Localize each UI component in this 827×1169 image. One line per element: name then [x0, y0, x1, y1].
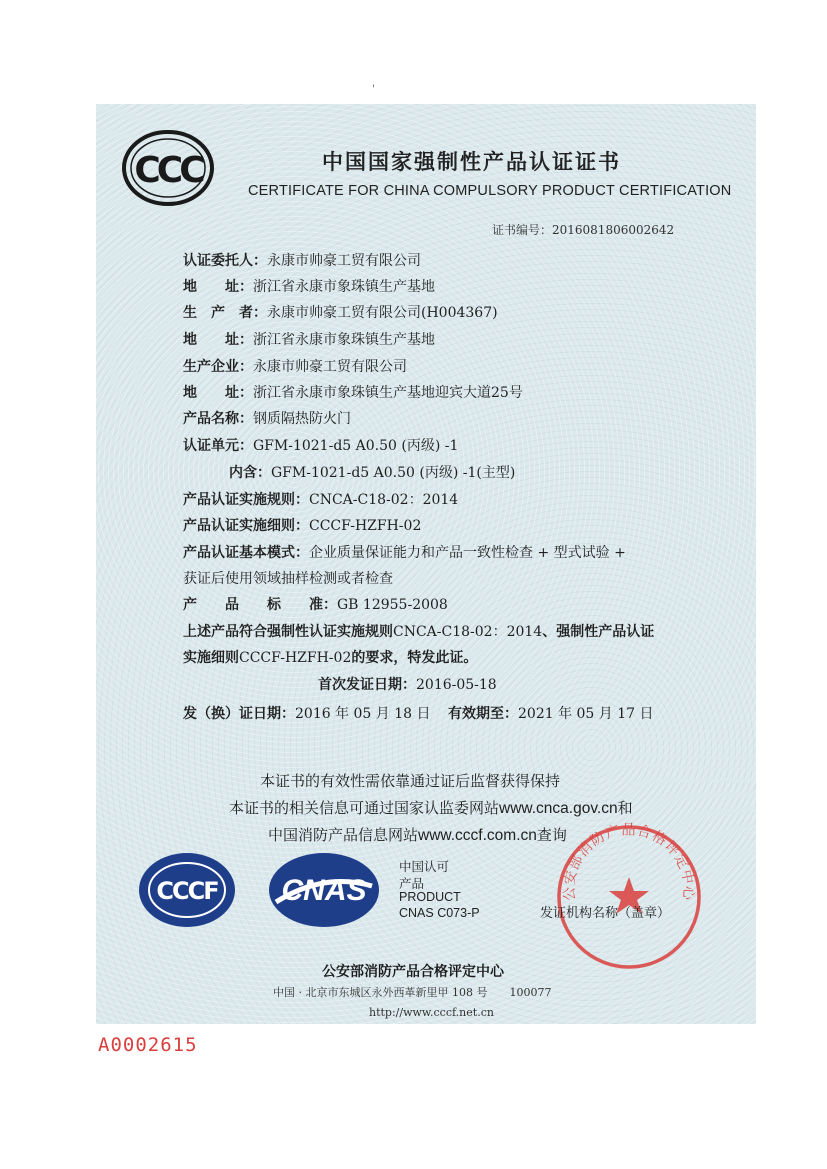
- notice-line-1: 本证书的有效性需依靠通过证后监督获得保持: [260, 772, 561, 790]
- field-applicant-address: 地 址：浙江省永康市象珠镇生产基地: [183, 279, 435, 295]
- field-implementation-rule: 产品认证实施规则：CNCA-C18-02：2014: [183, 492, 459, 508]
- issuing-authority-label: 发证机构名称（盖章）: [540, 906, 671, 921]
- field-product-standard: 产 品 标 准：GB 12955-2008: [183, 597, 448, 613]
- statement-line-2: 实施细则CCCF-HZFH-02的要求，特发此证。: [183, 650, 478, 666]
- center-address: 中国 · 北京市东城区永外西革新里甲 108 号 100077: [273, 986, 552, 999]
- field-certification-mode: 产品认证基本模式：企业质量保证能力和产品一致性检查 + 型式试验 +: [183, 545, 626, 561]
- svg-text:CCC: CCC: [134, 150, 202, 191]
- field-product-name: 产品名称：钢质隔热防火门: [183, 411, 351, 427]
- center-website[interactable]: http://www.cccf.net.cn: [369, 1006, 494, 1019]
- field-applicant: 认证委托人：永康市帅豪工贸有限公司: [183, 253, 421, 269]
- svg-text:CNAS: CNAS: [281, 874, 367, 907]
- issue-date: 发（换）证日期：2016 年 05 月 18 日: [183, 706, 431, 722]
- cccf-link[interactable]: www.cccf.com.cn: [418, 827, 537, 844]
- ccc-logo: [122, 130, 214, 206]
- statement-line-1: 上述产品符合强制性认证实施规则CNCA-C18-02：2014、强制性产品认证: [183, 624, 655, 640]
- title-english: CERTIFICATE FOR CHINA COMPULSORY PRODUCT CERTIFICATION: [248, 183, 732, 199]
- field-manufacturer-address: 地 址：浙江省永康市象珠镇生产基地: [183, 332, 435, 348]
- notice-line-3: 中国消防产品信息网站www.cccf.com.cn查询: [268, 826, 567, 844]
- cnas-line-2: 产品: [399, 877, 425, 891]
- svg-text:CCCF: CCCF: [156, 877, 218, 905]
- title-chinese: 中国国家强制性产品认证证书: [322, 150, 621, 174]
- field-implementation-detail: 产品认证实施细则：CCCF-HZFH-02: [183, 518, 422, 534]
- cnas-logo: [268, 852, 380, 928]
- certificate-number: 证书编号：2016081806002642: [492, 223, 675, 237]
- cnca-link[interactable]: www.cnca.gov.cn: [499, 800, 618, 817]
- cnas-line-3: PRODUCT: [399, 890, 461, 904]
- issuing-center-name: 公安部消防产品合格评定中心: [322, 964, 504, 980]
- field-certification-unit: 认证单元：GFM-1021-d5 A0.50 (丙级) -1: [183, 438, 459, 454]
- field-factory: 生产企业：永康市帅豪工贸有限公司: [183, 359, 407, 375]
- cnas-line-1: 中国认可: [399, 860, 450, 874]
- field-certification-mode-cont: 获证后使用领域抽样检测或者检查: [183, 571, 393, 587]
- serial-number: A0002615: [98, 1034, 198, 1056]
- notice-line-2: 本证书的相关信息可通过国家认监委网站www.cnca.gov.cn和: [229, 799, 633, 817]
- official-seal: [554, 822, 704, 972]
- field-manufacturer: 生 产 者：永康市帅豪工贸有限公司(H004367): [183, 305, 498, 321]
- field-contains: 内含：GFM-1021-d5 A0.50 (丙级) -1(主型): [229, 465, 516, 481]
- cnas-line-4: CNAS C073-P: [399, 906, 480, 920]
- expiry-date: 有效期至：2021 年 05 月 17 日: [448, 706, 654, 722]
- first-issue-date: 首次发证日期：2016-05-18: [318, 677, 497, 693]
- cccf-logo: [138, 852, 236, 928]
- scan-speck: ': [372, 84, 375, 95]
- field-factory-address: 地 址：浙江省永康市象珠镇生产基地迎宾大道25号: [183, 385, 523, 401]
- svg-text:公安部消防产品合格评定中心: 公安部消防产品合格评定中心: [561, 822, 697, 902]
